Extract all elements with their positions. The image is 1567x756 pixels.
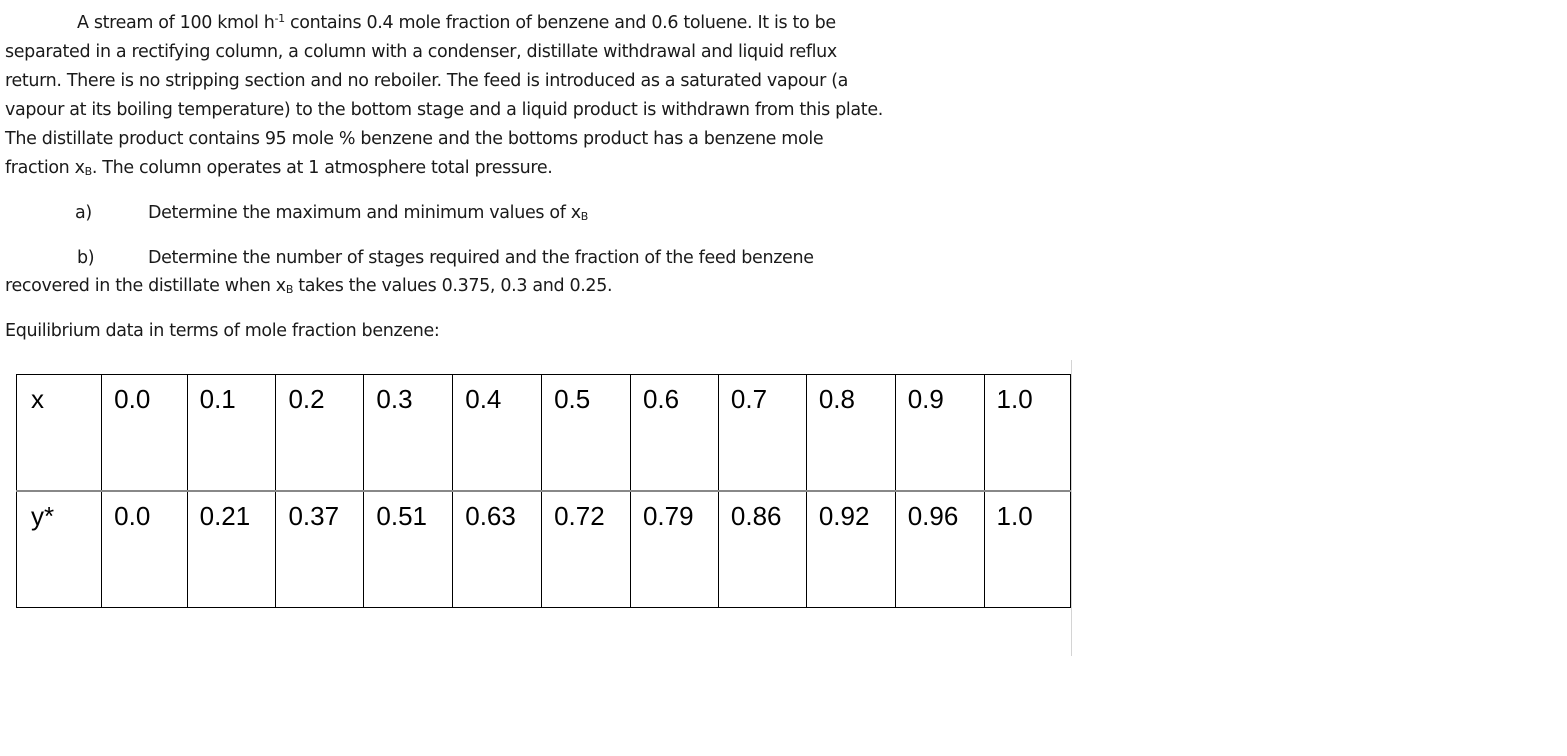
item-a-text: [148, 199, 588, 231]
item-b-cont-pre: recovered in the distillate when x: [5, 276, 286, 296]
distillate-line-2: [5, 154, 823, 186]
distillate-line-1: The distillate product contains 95 mole % benzene and the bottoms product has a benzene mole: [5, 129, 824, 149]
item-a-text-main: Determine the maximum and minimum values of x: [148, 203, 581, 223]
item-b-text: Determine the number of stages required and the fraction of the feed benzene: [148, 248, 814, 268]
y-value-cell: 0.96: [895, 491, 984, 608]
intro-exponent: -1: [274, 12, 285, 25]
item-b-continuation: [5, 272, 612, 304]
y-value-cell: 0.86: [718, 491, 806, 608]
problem-intro-paragraph: [5, 4, 883, 125]
x-value-cell: 0.5: [542, 375, 631, 492]
row-header-x: x: [17, 375, 102, 492]
distillate-line-2-pre: fraction x: [5, 158, 85, 178]
item-b-label: b): [77, 248, 95, 268]
distillate-subscript: B: [84, 165, 92, 178]
intro-line-1-start: A stream of 100 kmol h: [77, 13, 275, 33]
x-value-cell: 0.3: [364, 375, 453, 492]
x-value-cell: 0.2: [276, 375, 364, 492]
intro-line-2: separated in a rectifying column, a column with a condenser, distillate withdrawal and liquid reflux: [5, 42, 837, 62]
y-value-cell: 0.92: [806, 491, 895, 608]
y-value-cell: 0.37: [276, 491, 364, 608]
table-row-x: [17, 375, 1071, 492]
intro-line-1: [5, 4, 883, 38]
item-b-cont-post: takes the values 0.375, 0.3 and 0.25.: [293, 276, 613, 296]
distillate-paragraph: [5, 125, 823, 186]
intro-line-1-rest: contains 0.4 mole fraction of benzene and 0.6 toluene. It is to be: [284, 13, 836, 33]
intro-line-3: return. There is no stripping section and no reboiler. The feed is introduced as a saturated vapour (a: [5, 71, 849, 91]
y-value-cell: 0.63: [453, 491, 542, 608]
intro-line-4: vapour at its boiling temperature) to the bottom stage and a liquid product is withdrawn from this plate.: [5, 100, 883, 120]
y-value-cell: 0.51: [364, 491, 453, 608]
y-value-cell: 0.72: [542, 491, 631, 608]
item-b-subscript: B: [285, 283, 294, 296]
item-a-subscript: B: [580, 210, 588, 223]
equilibrium-table: [16, 374, 1071, 608]
equilibrium-table-container: [16, 374, 1071, 612]
row-header-y: y*: [17, 491, 102, 608]
x-value-cell: 0.8: [806, 375, 895, 492]
distillate-line-2-post: . The column operates at 1 atmosphere total pressure.: [91, 158, 553, 178]
x-value-cell: 0.9: [895, 375, 984, 492]
x-value-cell: 0.7: [718, 375, 806, 492]
x-value-cell: 1.0: [984, 375, 1070, 492]
x-value-cell: 0.1: [187, 375, 276, 492]
table-row-y: [17, 491, 1071, 608]
x-value-cell: 0.4: [453, 375, 542, 492]
x-value-cell: 0.0: [102, 375, 187, 492]
y-value-cell: 0.0: [102, 491, 187, 608]
y-value-cell: 0.21: [187, 491, 276, 608]
item-a-label: a): [75, 203, 92, 223]
x-value-cell: 0.6: [630, 375, 718, 492]
y-value-cell: 1.0: [984, 491, 1070, 608]
page-edge-divider: [1071, 360, 1072, 656]
equilibrium-heading: Equilibrium data in terms of mole fraction benzene:: [5, 321, 440, 341]
y-value-cell: 0.79: [630, 491, 718, 608]
